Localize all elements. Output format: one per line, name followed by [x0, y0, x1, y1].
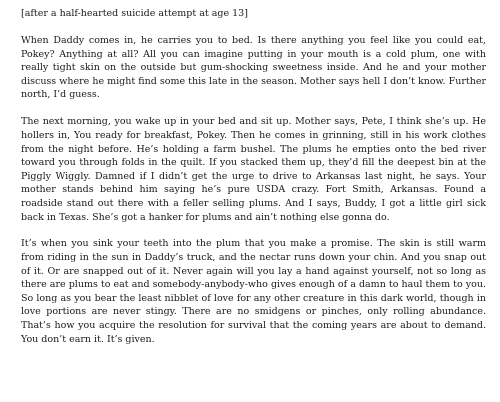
paragraph-2: The next morning, you wake up in your bed and sit up. Mother says, Pete, I think she’s up. He hollers in, You ready for breakfast, Pokey. Then he comes in grinning, still in his work clothes from the night before. He’s holding a farm bushel. The plums he empties onto the bed river toward you through folds in the quilt. If you stacked them up, they’d fill the deepest bin at the Piggly Wiggly. Damned if I didn’t get the urge to drive to Arkansas last night, he says. Your mother stands behind him saying he’s pure USDA crazy. Fort Smith, Arkansas. Found a roadside stand out there with a feller selling plums. And I says, Buddy, I got a little girl sick back in Texas. She’s got a hanker for plums and ain’t nothing else gonna do. [21, 116, 486, 223]
epigraph: [after a half-hearted suicide attempt at age 13] [21, 8, 248, 19]
paragraph-1: When Daddy comes in, he carries you to bed. Is there anything you feel like you could eat, Pokey? Anything at all? All you can imagine putting in your mouth is a cold plum, one with really tight skin on the outside but gum-shocking sweetness inside. And he and your mother discuss where he might find some this late in the season. Mother says hell I don’t know. Further north, I’d guess. [21, 34, 486, 101]
paragraph-3: It’s when you sink your teeth into the plum that you make a promise. The skin is still warm from riding in the sun in Daddy’s truck, and the nectar runs down your chin. And you snap out of it. Or are snapped out of it. Never again will you lay a hand against yourself, not so long as there are plums to eat and somebody-anybody-who gives enough of a damn to haul them to you. So long as you bear the least nibblet of love for any other creature in this dark world, though in love portions are never stingy. There are no smidgens or pinches, only rolling abundance. That’s how you acquire the resolution for survival that the coming years are about to demand. You don’t earn it. It’s given. [21, 238, 486, 345]
